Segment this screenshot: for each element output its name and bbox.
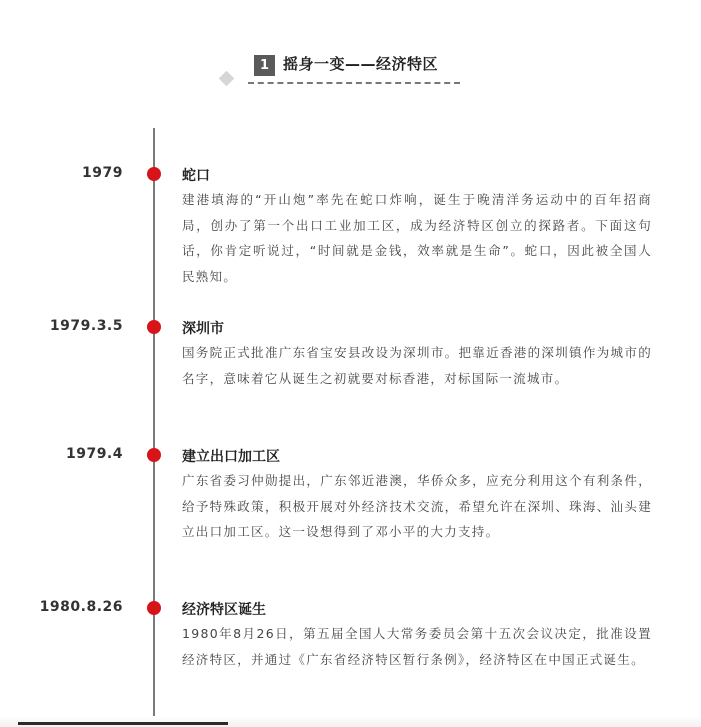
entry-year: 1979 [82, 165, 123, 181]
entry-year: 1980.8.26 [39, 599, 123, 615]
entry-title: 深圳市 [182, 321, 224, 337]
timeline-line [153, 128, 155, 718]
entry-description: 国务院正式批准广东省宝安县改设为深圳市。把靠近香港的深圳镇作为城市的名字，意味着它从诞生之初就要对标香港，对标国际一流城市。 [182, 345, 652, 386]
timeline-dot-icon [147, 448, 161, 462]
entry-year: 1979.3.5 [49, 318, 123, 334]
timeline-dot-icon [147, 601, 161, 615]
section-number-badge: 1 [254, 55, 275, 76]
entry-description: 1980年8月26日，第五届全国人大常务委员会第十五次会议决定，批准设置经济特区，并通过《广东省经济特区暂行条例》，经济特区在中国正式诞生。 [182, 626, 652, 667]
entry-description: 广东省委习仲勋提出，广东邻近港澳，华侨众多，应充分利用这个有利条件，给予特殊政策，积极开展对外经济技术交流，希望允许在深圳、珠海、汕头建立出口加工区。这一设想得到了邓小平的大力支持。 [182, 473, 652, 539]
dashed-divider [248, 82, 460, 84]
section-header [0, 0, 701, 110]
entry-year: 1979.4 [65, 446, 123, 462]
entry-title: 经济特区诞生 [182, 602, 266, 618]
section-title: 摇身一变——经济特区 [283, 55, 439, 73]
timeline-dot-icon [147, 320, 161, 334]
bottom-divider [18, 722, 228, 725]
decorative-diamond-icon [219, 71, 235, 87]
entry-title: 蛇口 [182, 168, 210, 184]
entry-title: 建立出口加工区 [182, 449, 280, 465]
timeline-dot-icon [147, 167, 161, 181]
entry-description: 建港填海的“开山炮”率先在蛇口炸响，诞生于晚清洋务运动中的百年招商局，创办了第一个出口工业加工区，成为经济特区创立的探路者。下面这句话，你肯定听说过，“时间就是金钱，效率就是生命”。蛇口，因此被全国人民熟知。 [182, 192, 652, 284]
